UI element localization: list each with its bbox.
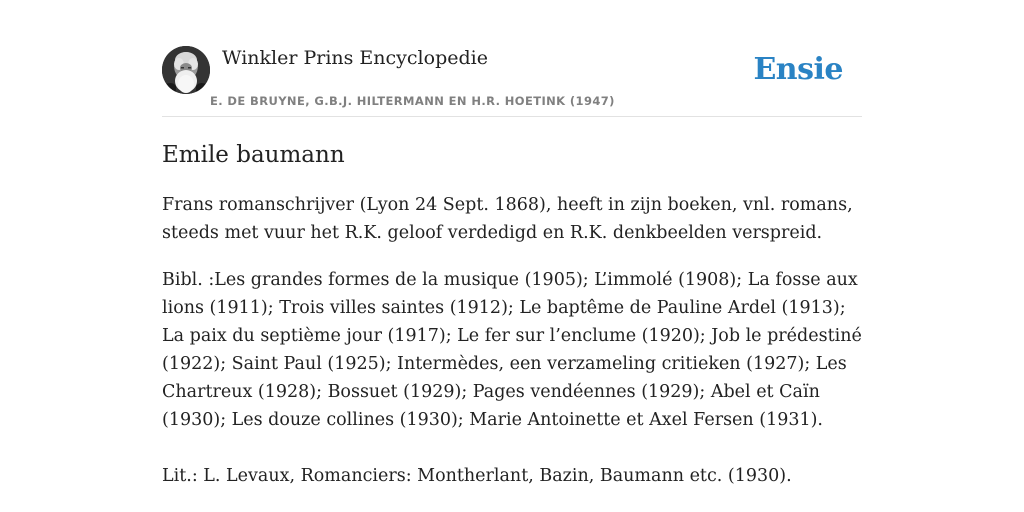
brand-logo-link[interactable]: Ensie	[753, 52, 843, 87]
article-title: Emile baumann	[162, 142, 345, 168]
source-title[interactable]: Winkler Prins Encyclopedie	[222, 47, 488, 69]
author-portrait-icon	[162, 46, 210, 94]
article	[162, 138, 862, 490]
article-bibliography: Bibl. :Les grandes formes de la musique (1905); L’immolé (1908); La fosse aux lions (1911); Trois villes saintes (1912); Le baptême de Pauline Ardel (1913); La paix du septième jour (1917); Le fer sur l’enclume (1920); Job le prédestiné (1922); Saint Paul (1925); Intermèdes, een verzameling critieken (1927); Les Chartreux (1928); Bossuet (1929); Pages vendéennes (1929); Abel et Caïn (1930); Les douze collines (1930); Marie Antoinette et Axel Fersen (1931).	[162, 270, 862, 430]
article-literature: Lit.: L. Levaux, Romanciers: Montherlant, Bazin, Baumann etc. (1930).	[162, 466, 792, 486]
author-avatar	[162, 46, 210, 94]
source-header	[162, 46, 862, 117]
source-authors: E. DE BRUYNE, G.B.J. HILTERMANN EN H.R. HOETINK (1947)	[210, 94, 615, 108]
article-description: Frans romanschrijver (Lyon 24 Sept. 1868), heeft in zijn boeken, vnl. romans, steeds met vuur het R.K. geloof verdedigd en R.K. denkbeelden verspreid.	[162, 195, 853, 243]
